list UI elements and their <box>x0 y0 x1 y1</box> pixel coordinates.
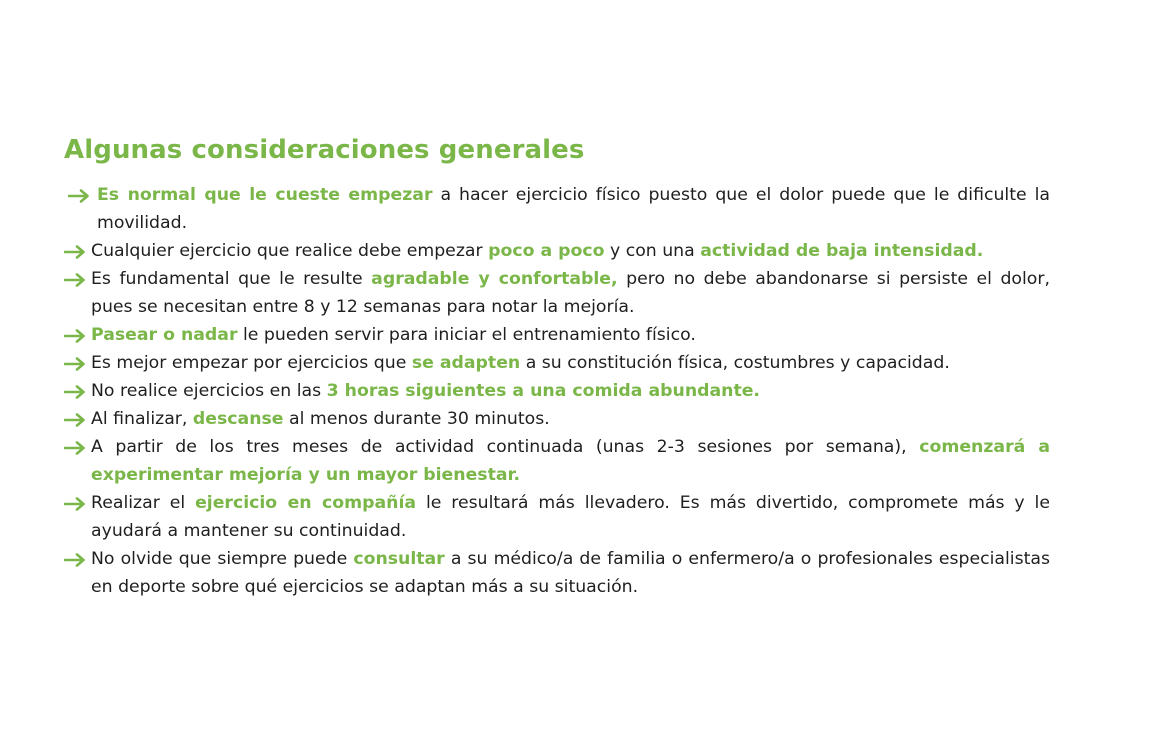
highlighted-text: 3 horas siguientes a una comida abundante. <box>326 381 760 401</box>
list-item <box>64 321 1050 349</box>
item-text: le resultará más llevadero. Es más divertido, compromete más y le ayudará a mantener su continuidad. <box>91 493 1050 541</box>
page-title: Algunas consideraciones generales <box>64 135 585 165</box>
item-text: Al finalizar, <box>91 409 193 429</box>
highlighted-text: Es normal que le cueste empezar <box>97 185 433 205</box>
item-text: Es mejor empezar por ejercicios que <box>91 353 412 373</box>
item-text: a hacer ejercicio físico puesto que el dolor puede que le dificulte la movilidad. <box>97 185 1050 233</box>
highlighted-text: agradable y confortable, <box>371 269 618 289</box>
arrow-right-icon <box>68 189 90 203</box>
item-text: No realice ejercicios en las <box>91 381 327 401</box>
item-text: le pueden servir para iniciar el entrenamiento físico. <box>237 325 696 345</box>
considerations-list <box>64 181 1050 601</box>
arrow-right-icon <box>64 385 86 399</box>
arrow-right-icon <box>64 553 86 567</box>
arrow-right-icon <box>64 273 86 287</box>
highlighted-text: ejercicio en compañía <box>195 493 417 513</box>
item-text: a su médico/a de familia o enfermero/a o profesionales especialistas en deporte sobre qué ejercicios se adaptan más a su situación. <box>91 549 1050 597</box>
highlighted-text: actividad de baja intensidad. <box>700 241 984 261</box>
highlighted-text: se adapten <box>411 353 521 373</box>
arrow-right-icon <box>64 413 86 427</box>
item-text: a su constitución física, costumbres y capacidad. <box>520 353 950 373</box>
list-item <box>64 349 1050 377</box>
item-text: Cualquier ejercicio que realice debe empezar <box>91 241 489 261</box>
arrow-right-icon <box>64 357 86 371</box>
highlighted-text: poco a poco <box>488 241 605 261</box>
list-item <box>64 433 1050 489</box>
item-text: Es fundamental que le resulte <box>91 269 372 289</box>
highlighted-text: Pasear o nadar <box>91 325 238 345</box>
arrow-right-icon <box>64 441 86 455</box>
highlighted-text: descanse <box>192 409 284 429</box>
arrow-right-icon <box>64 497 86 511</box>
item-text: pero no debe abandonarse si persiste el dolor, pues se necesitan entre 8 y 12 semanas para notar la mejoría. <box>91 269 1050 317</box>
list-item <box>64 489 1050 545</box>
item-text: Realizar el <box>91 493 196 513</box>
list-item <box>64 377 1050 405</box>
list-item <box>64 545 1050 601</box>
list-item <box>64 237 1050 265</box>
item-text: No olvide que siempre puede <box>91 549 354 569</box>
list-item <box>64 181 1050 237</box>
item-text: y con una <box>604 241 701 261</box>
item-text: al menos durante 30 minutos. <box>283 409 550 429</box>
list-item <box>64 265 1050 321</box>
highlighted-text: comenzará a experimentar mejoría y un mayor bienestar. <box>91 437 1050 485</box>
list-item <box>64 405 1050 433</box>
item-text: A partir de los tres meses de actividad continuada (unas 2-3 sesiones por semana), <box>91 437 920 457</box>
arrow-right-icon <box>64 329 86 343</box>
arrow-right-icon <box>64 245 86 259</box>
highlighted-text: consultar <box>353 549 445 569</box>
